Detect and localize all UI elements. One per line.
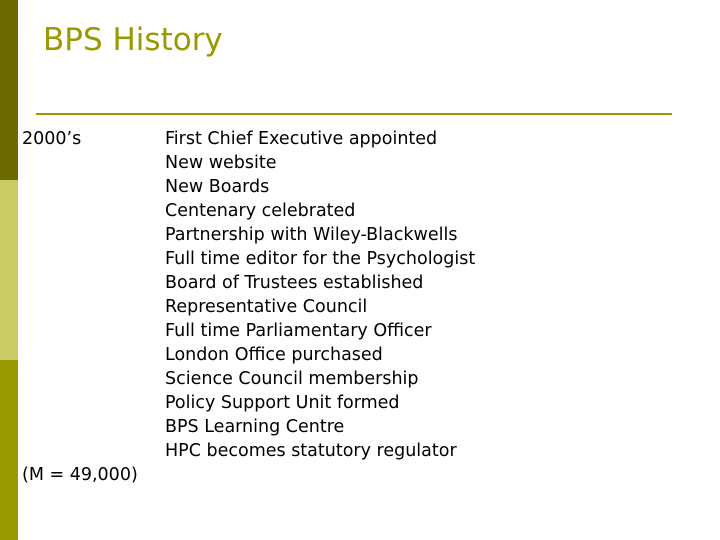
event-item: Science Council membership bbox=[165, 369, 419, 389]
event-item: First Chief Executive appointed bbox=[165, 129, 438, 149]
slide-title: BPS History bbox=[43, 22, 223, 58]
event-item: Partnership with Wiley-Blackwells bbox=[165, 225, 458, 245]
title-divider bbox=[36, 113, 672, 115]
event-item: Policy Support Unit formed bbox=[165, 393, 400, 413]
event-item: Representative Council bbox=[165, 297, 368, 317]
event-item: Centenary celebrated bbox=[165, 201, 356, 221]
membership-note: (M = 49,000) bbox=[22, 465, 138, 485]
side-bar-top bbox=[0, 0, 18, 180]
event-item: New website bbox=[165, 153, 277, 173]
event-item: London Office purchased bbox=[165, 345, 383, 365]
decade-label: 2000’s bbox=[22, 129, 82, 149]
side-bar-bottom bbox=[0, 360, 18, 540]
event-item: BPS Learning Centre bbox=[165, 417, 345, 437]
event-item: Full time editor for the Psychologist bbox=[165, 249, 476, 269]
event-item: Full time Parliamentary Officer bbox=[165, 321, 432, 341]
event-list bbox=[165, 127, 475, 463]
side-bar-middle bbox=[0, 180, 18, 360]
event-item: HPC becomes statutory regulator bbox=[165, 441, 457, 461]
event-item: Board of Trustees established bbox=[165, 273, 424, 293]
event-item: New Boards bbox=[165, 177, 270, 197]
